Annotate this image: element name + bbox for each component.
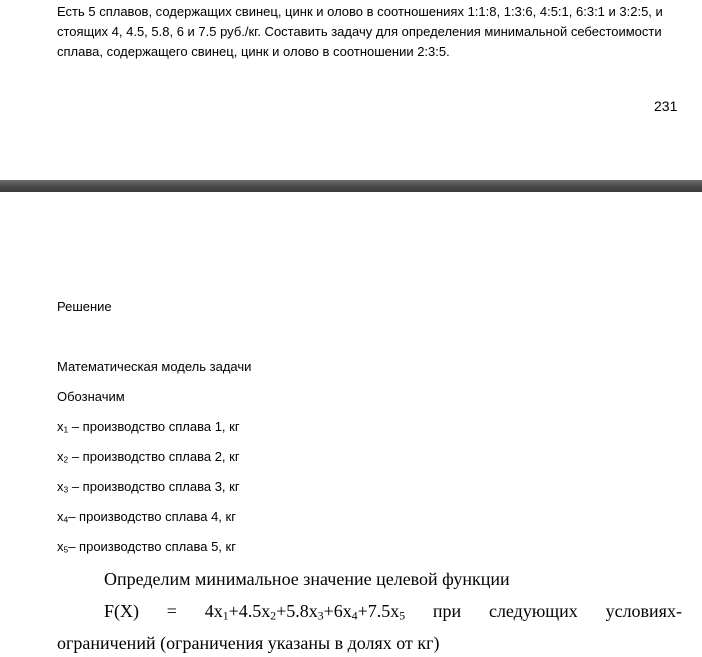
variable-description: производство сплава 2, кг — [82, 449, 240, 464]
variable-dash: – — [68, 479, 83, 494]
variable-index: 3 — [63, 484, 69, 495]
objective-function — [104, 601, 682, 621]
variable-symbol: x — [57, 509, 64, 524]
problem-statement — [57, 4, 687, 64]
variable-index: 4 — [63, 514, 69, 525]
constraints-line: ограничений (ограничения указаны в долях от кг) — [57, 633, 440, 653]
objective-expression — [205, 601, 405, 621]
objective-word-following: следующих — [488, 601, 578, 621]
variable-definition — [57, 479, 240, 495]
objective-term: 4x — [204, 601, 223, 621]
variable-definition — [57, 419, 240, 435]
problem-line-2: стоящих 4, 4.5, 5.8, 6 и 7.5 руб./кг. Составить задачу для определения минимальной себестоимости — [57, 24, 662, 39]
variable-dash: – — [68, 449, 83, 464]
page-number: 231 — [654, 98, 678, 114]
objective-term: 7.5x — [367, 601, 400, 621]
objective-lhs: F(X) — [104, 601, 139, 621]
model-heading: Математическая модель задачи — [57, 359, 252, 374]
page-separator — [0, 180, 702, 192]
objective-operator: + — [228, 601, 239, 621]
objective-intro: Определим минимальное значение целевой функции — [104, 569, 510, 589]
notation-heading: Обозначим — [57, 389, 125, 404]
variable-symbol: x — [57, 479, 64, 494]
objective-term: 4.5x — [238, 601, 271, 621]
objective-operator: + — [323, 601, 334, 621]
variable-description: производство сплава 5, кг — [79, 539, 236, 554]
objective-term-index: 4 — [351, 609, 358, 623]
variable-index: 1 — [63, 424, 69, 435]
objective-term-index: 2 — [270, 609, 277, 623]
objective-word-pri: при — [432, 601, 462, 621]
variable-symbol: x — [57, 419, 64, 434]
variable-dash: – — [68, 539, 80, 554]
variable-dash: – — [68, 509, 80, 524]
objective-operator: + — [276, 601, 287, 621]
variable-definition — [57, 449, 240, 465]
variable-definition — [57, 539, 236, 555]
problem-line-3: сплава, содержащего свинец, цинк и олово в соотношении 2:3:5. — [57, 44, 450, 59]
objective-operator: + — [357, 601, 368, 621]
objective-term: 6x — [333, 601, 352, 621]
solution-heading: Решение — [57, 299, 112, 314]
objective-term-index: 1 — [222, 609, 229, 623]
variable-symbol: x — [57, 539, 64, 554]
variable-description: производство сплава 3, кг — [82, 479, 240, 494]
objective-term-index: 5 — [399, 609, 406, 623]
variable-description: производство сплава 1, кг — [82, 419, 240, 434]
variable-definition — [57, 509, 236, 525]
variable-dash: – — [68, 419, 83, 434]
variable-index: 2 — [63, 454, 69, 465]
variable-description: производство сплава 4, кг — [79, 509, 236, 524]
problem-line-1: Есть 5 сплавов, содержащих свинец, цинк и олово в соотношениях 1:1:8, 1:3:6, 4:5:1, 6:3:1 и 3:2:5, и — [57, 4, 663, 19]
objective-term: 5.8x — [286, 601, 318, 621]
objective-term-index: 3 — [317, 609, 324, 623]
variable-symbol: x — [57, 449, 64, 464]
objective-equals: = — [166, 601, 177, 621]
variable-index: 5 — [63, 544, 69, 555]
objective-word-conditions: условиях- — [605, 601, 682, 621]
